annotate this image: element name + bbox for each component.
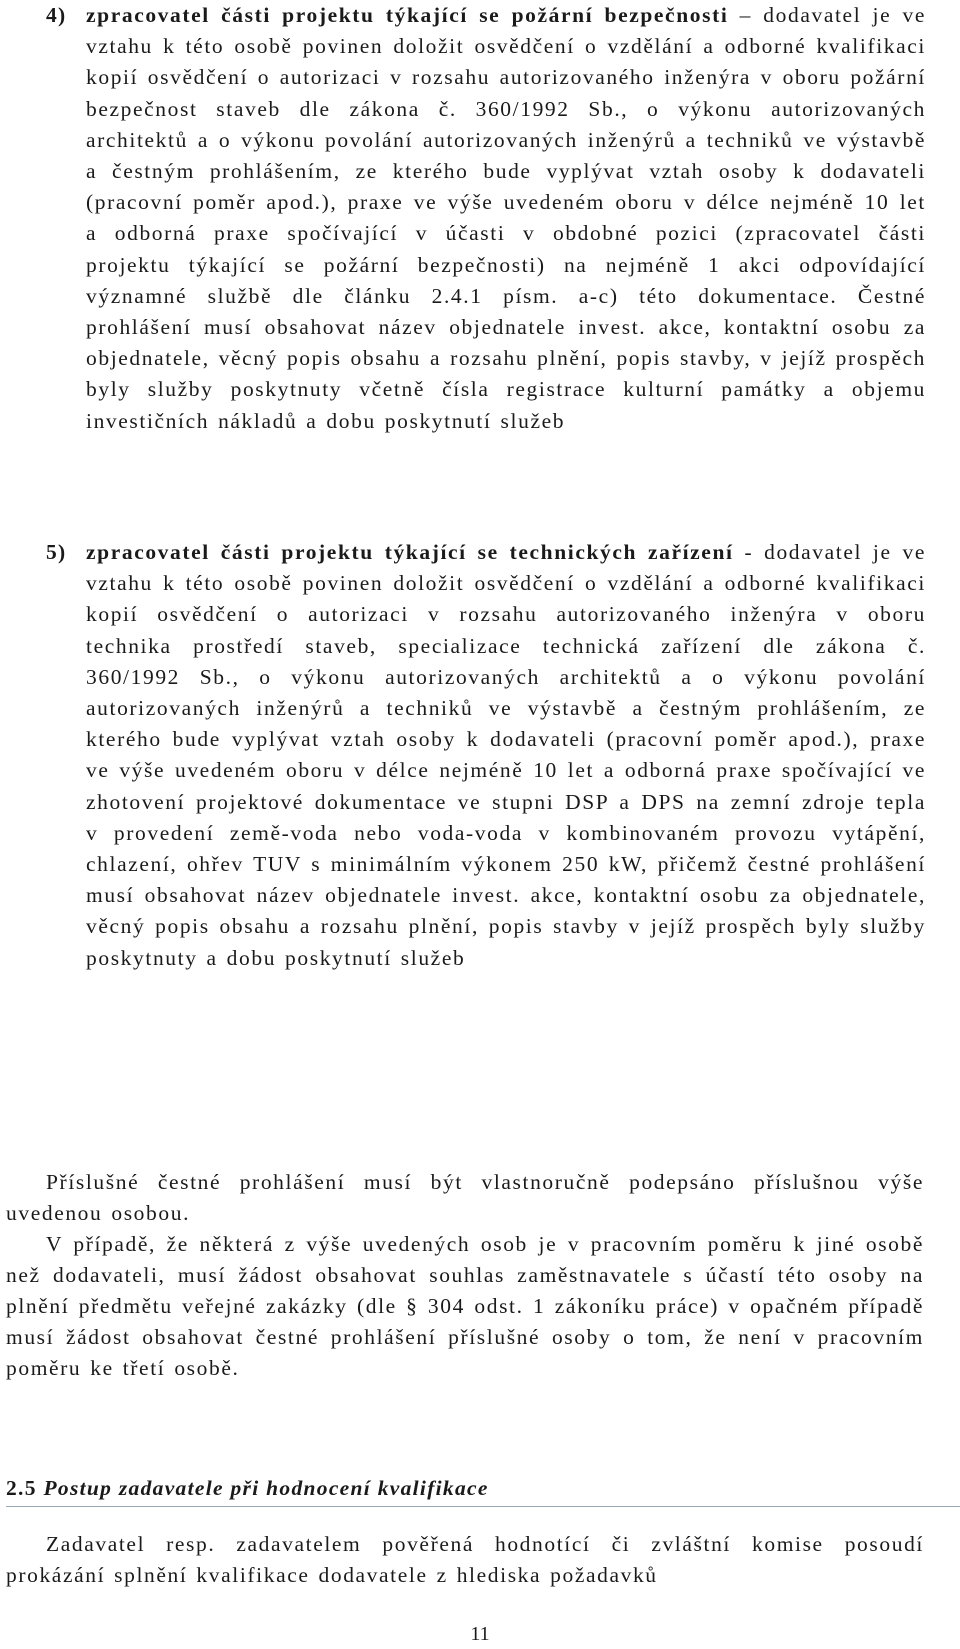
list-item-body: – dodavatel je ve vztahu k této osobě povinen doložit osvědčení o vzdělání a odborné kvalifikaci kopií osvědčení o autorizaci v rozsahu autorizovaného inženýra v oboru požární bezpečnost staveb dle zákona č. 360/1992 Sb., o výkonu autorizovaných architektů a o výkonu povolání autorizovaných inženýrů a techniků ve výstavbě a čestným prohlášením, ze kterého bude vyplývat vztah osoby k dodavateli (pracovní poměr apod.), praxe ve výše uvedeném oboru v délce nejméně 10 let a odborná praxe spočívající v účasti v obdobné pozici (zpracovatel části projektu týkající se požární bezpečnosti) na nejméně 1 akci odpovídající významné službě dle článku 2.4.1 písm. a-c) této dokumentace. Čestné prohlášení musí obsahovat název objednatele invest. akce, kontaktní osobu za objednatele, věcný popis obsahu a rozsahu plnění, popis stavby, v jejíž prospěch byly služby poskytnuty včetně čísla registrace kulturní památky a objemu investičních nákladů a dobu poskytnutí služeb <box>86 3 927 433</box>
section-heading <box>6 1474 960 1507</box>
page-number: 11 <box>470 1623 490 1645</box>
list-item-4 <box>46 0 926 437</box>
assessment-paragraph-text: Zadavatel resp. zadavatelem pověřená hodnotící či zvláštní komise posoudí prokázání splnění kvalifikace dodavatele z hlediska požadavků <box>6 1532 924 1587</box>
list-item-text <box>86 537 926 974</box>
employment-paragraph <box>6 1229 924 1384</box>
section-number: 2.5 <box>6 1476 37 1500</box>
list-item-number: 5) <box>46 540 67 564</box>
list-item-body: - dodavatel je ve vztahu k této osobě povinen doložit osvědčení o vzdělání a odborné kvalifikaci kopií osvědčení o autorizaci v rozsahu autorizovaného inženýra v oboru technika prostředí staveb, specializace technická zařízení dle zákona č. 360/1992 Sb., o výkonu autorizovaných architektů a o výkonu povolání autorizovaných inženýrů a techniků ve výstavbě a čestným prohlášením, ze kterého bude vyplývat vztah osoby k dodavateli (pracovní poměr apod.), praxe ve výše uvedeném oboru v délce nejméně 10 let a odborná praxe spočívající ve zhotovení projektové dokumentace ve stupni DSP a DPS na zemní zdroje tepla v provedení země-voda nebo voda-voda v kombinovaném provozu vytápění, chlazení, ohřev TUV s minimálním výkonem 250 kW, přičemž čestné prohlášení musí obsahovat název objednatele invest. akce, kontaktní osobu za objednatele, věcný popis obsahu a rozsahu plnění, popis stavby v jejíž prospěch byly služby poskytnuty a dobu poskytnutí služeb <box>86 540 927 970</box>
list-item-lead: zpracovatel části projektu týkající se technických zařízení <box>86 540 734 564</box>
section-title: Postup zadavatele při hodnocení kvalifikace <box>43 1476 489 1500</box>
list-item-text <box>86 0 926 437</box>
list-item-5 <box>46 537 926 974</box>
signature-paragraph <box>6 1167 924 1229</box>
signature-paragraph-text: Příslušné čestné prohlášení musí být vlastnoručně podepsáno příslušnou výše uvedenou osobou. <box>6 1170 924 1225</box>
list-item-number: 4) <box>46 3 67 27</box>
assessment-paragraph <box>6 1529 924 1591</box>
list-item-lead: zpracovatel části projektu týkající se požární bezpečnosti <box>86 3 729 27</box>
employment-paragraph-text: V případě, že některá z výše uvedených osob je v pracovním poměru k jiné osobě než dodavateli, musí žádost obsahovat souhlas zaměstnavatele s účastí této osoby na plnění předmětu veřejné zakázky (dle § 304 odst. 1 zákoníku práce) v opačném případě musí žádost obsahovat čestné prohlášení příslušné osoby o tom, že není v pracovním poměru ke třetí osobě. <box>6 1232 924 1380</box>
